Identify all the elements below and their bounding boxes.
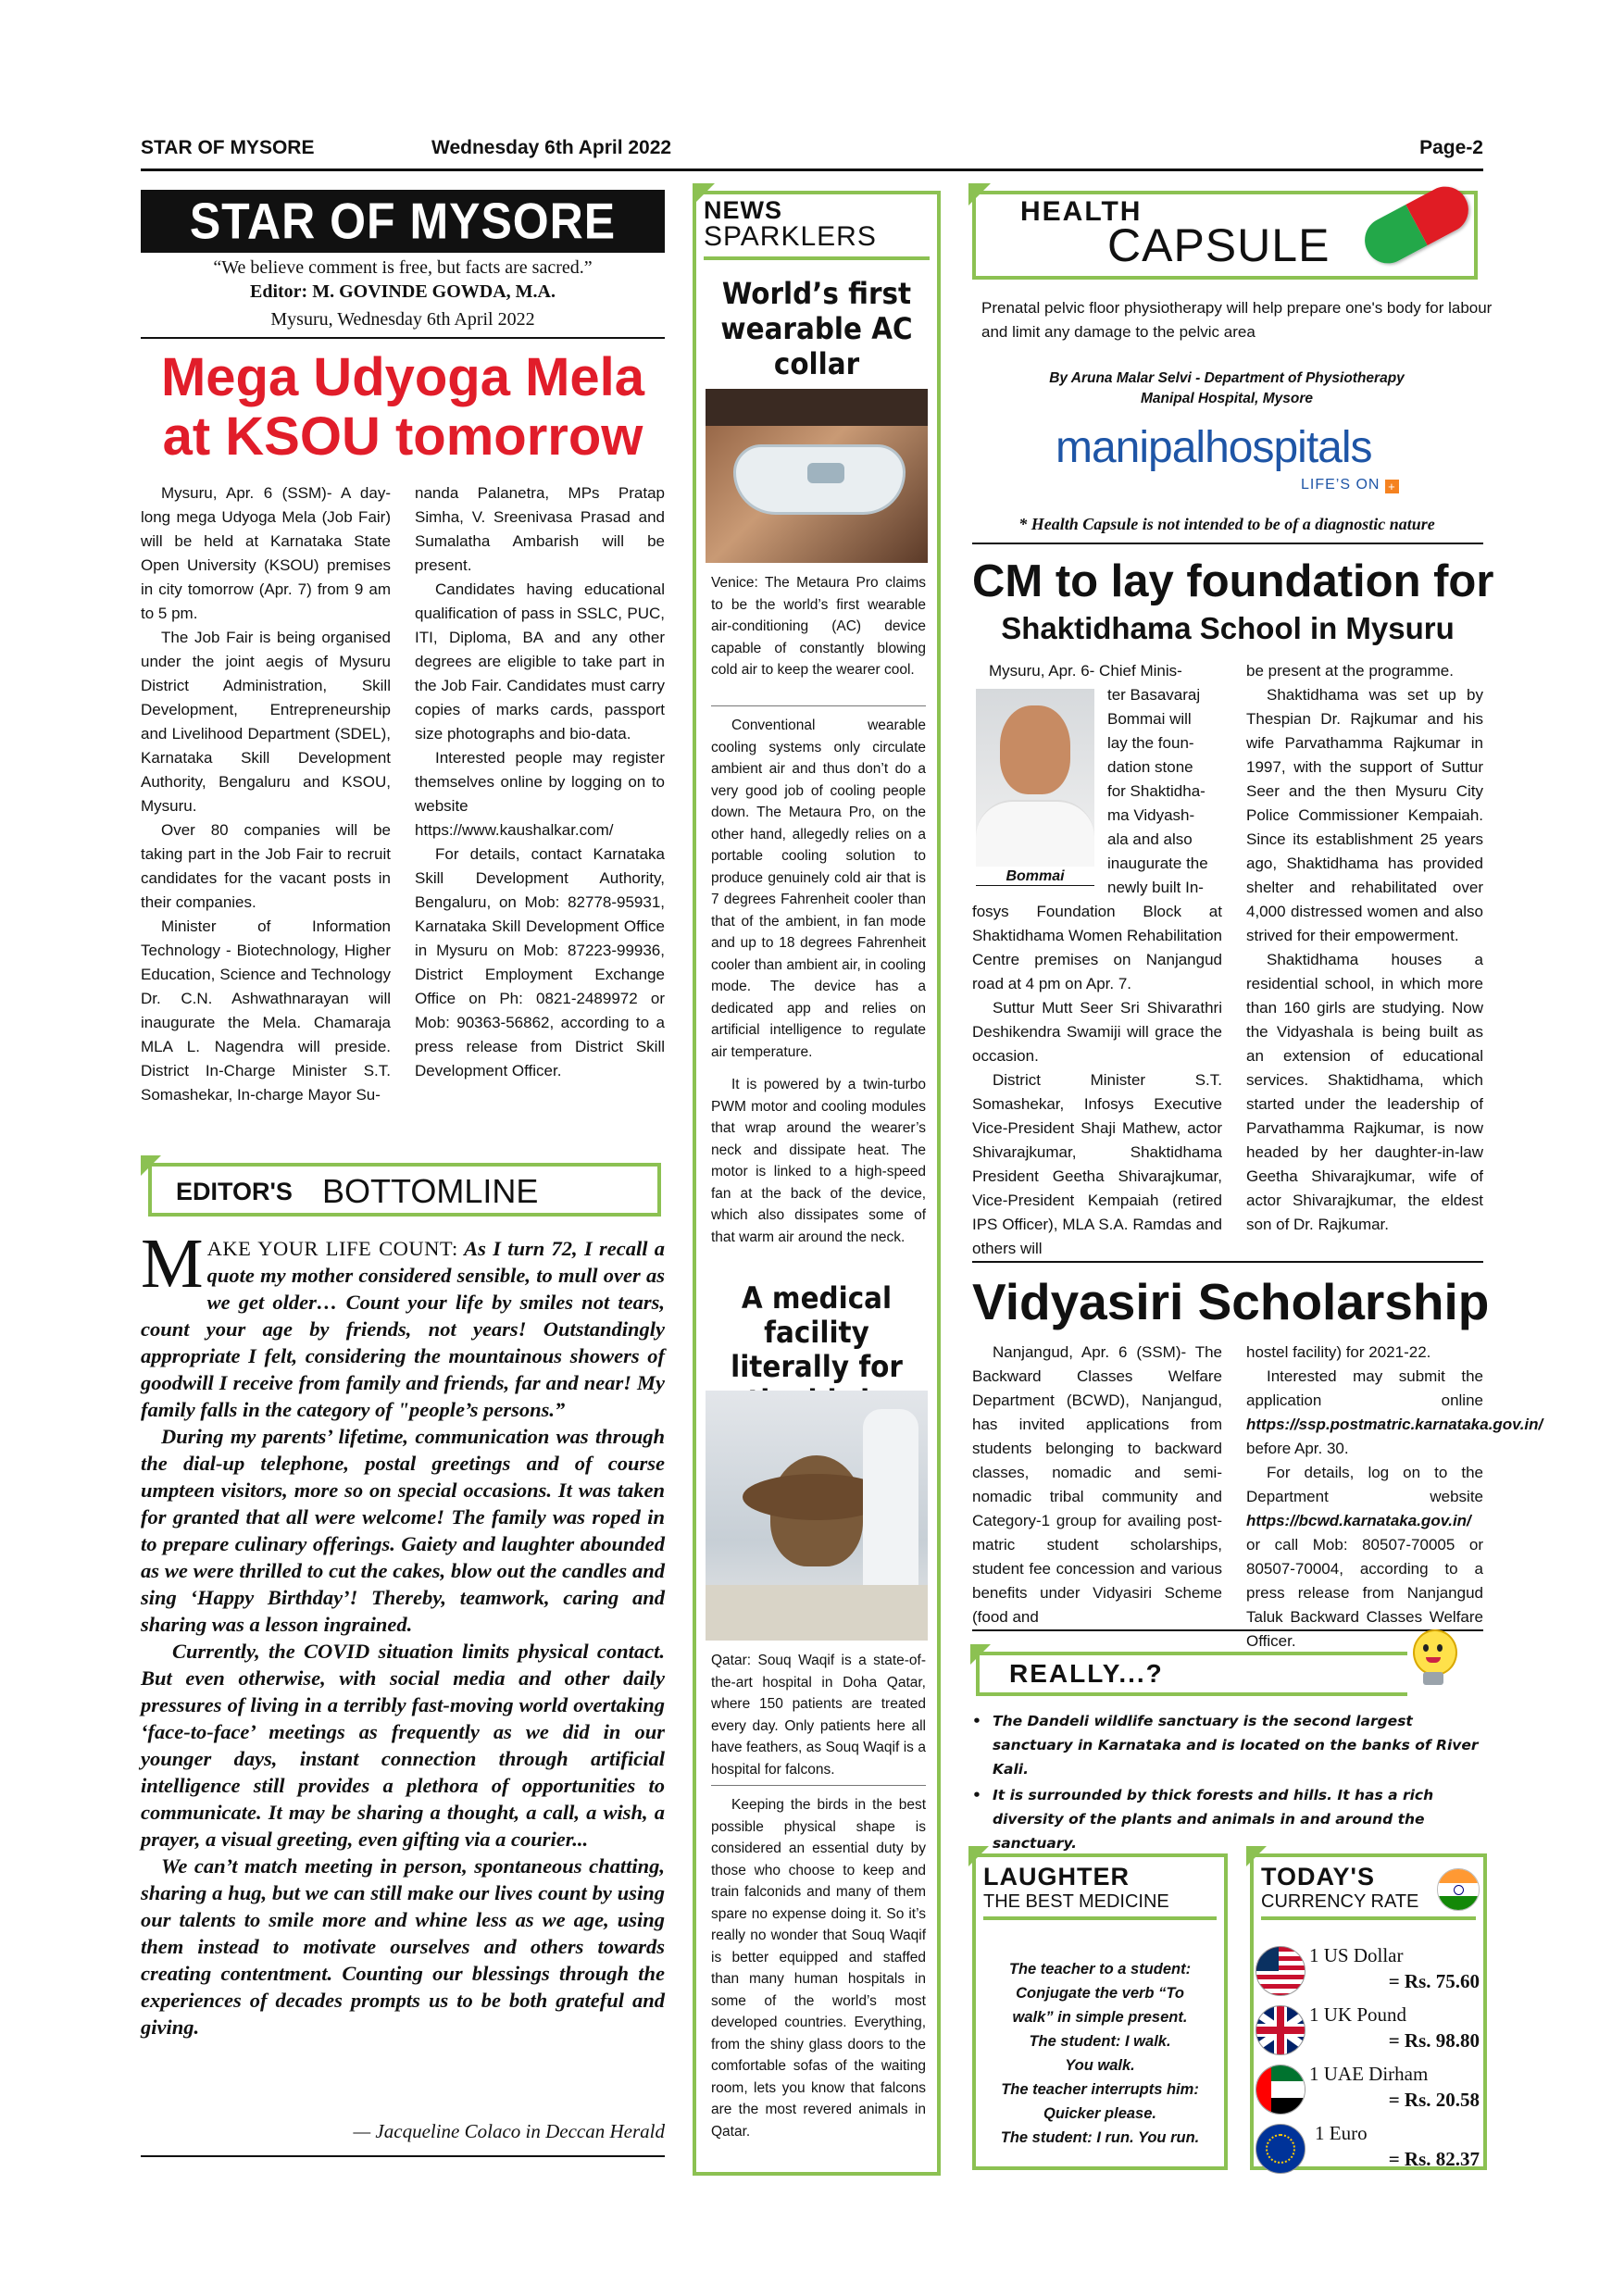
vidyasiri-paragraph — [1246, 1365, 1543, 1461]
health-byline-2: Manipal Hospital, Mysore — [1140, 391, 1314, 406]
currency-name: 1 US Dollar — [1309, 1944, 1404, 1966]
editorial-bottom-rule — [141, 2155, 665, 2157]
cm-line: inaugurate the — [1107, 855, 1208, 872]
really-label: REALLY...? — [1009, 1659, 1164, 1688]
currency-value: = Rs. 82.37 — [1388, 2148, 1480, 2170]
story2-caption: Qatar: Souq Waqif is a state-of-the-art hospital in Doha Qatar, where 150 patients are treated every day. Only patients here all have feathers, as Souq Waqif is a hospital for falcons. — [711, 1653, 926, 1778]
really-item — [972, 1783, 1491, 1855]
health-note: * Health Capsule is not intended to be of a diagnostic nature — [1018, 515, 1435, 533]
story1-title: World’s first wearable AC collar — [720, 276, 913, 381]
vidyasiri-text: or call Mob: 80507-70005 or 80507-70004, according to a press release from Nanjangud Taluk Backward Classes Welfare Officer. — [1246, 1536, 1483, 1650]
masthead-rule — [141, 337, 665, 339]
mela-headline-line2: at KSOU tomorrow — [162, 406, 643, 467]
vidyasiri-paragraph: Nanjangud, Apr. 6 (SSM)- The Backward Classes Welfare Department (BCWD), Nanjangud, has invited applications from students belonging to backward classes, nomadic and semi-nomadic tribal community and Category-1 group for availing post-matric student scholarships, student fee concession and various benefits under Vidyasiri Scheme (food and — [972, 1343, 1222, 1626]
cm-column-1-rest — [972, 900, 1222, 1261]
editorial-label-light: BOTTOMLINE — [322, 1172, 539, 1210]
story2-paragraph: Keeping the birds in the best possible physical shape is considered an essential duty by those who choose to keep and train falconids and many of them spare no expense doing it. So it’s really no wonder that Souq Waqif is better equipped and staffed than many human hospitals in some of the world’s most developed countries. Everything, from the shiny glass doors to the comfortable sofas of the waiting room, lets you know that falcons are the most revered animals in Qatar. — [711, 1797, 926, 2140]
editorial-label-box — [148, 1163, 661, 1217]
cm-line: ala and also — [1107, 830, 1193, 848]
header-page-number: Page-2 — [1419, 137, 1483, 158]
cm-line: Mysuru, Apr. 6- Chief Minis- — [989, 662, 1182, 680]
really-item-text: It is surrounded by thick forests and hills. It has a rich diversity of the plants and animals in and around the sanctuary. — [993, 1787, 1434, 1852]
mela-paragraph: nanda Palanetra, MPs Pratap Simha, V. Sreenivasa Prasad and Sumalatha Ambarish will be present. — [415, 484, 665, 574]
bommai-photo-caption: Bommai — [976, 868, 1094, 886]
eu-flag-icon — [1255, 2124, 1305, 2174]
india-flag-icon — [1437, 1868, 1480, 1911]
cm-line: dation stone — [1107, 758, 1193, 776]
hair-area — [706, 389, 928, 426]
vidyasiri-column-2 — [1246, 1341, 1543, 1653]
bommai-photo — [976, 689, 1094, 867]
currency-name: 1 Euro — [1315, 2122, 1368, 2144]
cm-paragraph: District Minister S.T. Somashekar, Infosys Executive Vice-President Shaji Mathew, actor Shivarajkumar, Shaktidhama President Geetha Shivarajkumar, Vice-President Kempaiah (retired IPS Officer), MLA S.A. Ramdas and others will — [972, 1071, 1222, 1257]
health-byline-1: By Aruna Malar Selvi - Department of Physiotherapy — [1049, 370, 1405, 386]
cm-line: for Shaktidha- — [1107, 782, 1206, 800]
story1-rule — [711, 705, 926, 706]
cm-column-2 — [1246, 659, 1483, 1237]
cm-line: ma Vidyash- — [1107, 806, 1195, 824]
table — [706, 1585, 928, 1641]
joke-line: The teacher interrupts him: — [1001, 2081, 1199, 2098]
cm-wrap-lines — [1107, 683, 1222, 900]
really-list — [972, 1709, 1491, 1855]
really-item — [972, 1709, 1491, 1781]
currency-value: = Rs. 20.58 — [1388, 2089, 1480, 2111]
face-shape — [1000, 705, 1070, 794]
mela-headline — [141, 348, 665, 467]
cm-paragraph: Shaktidhama was set up by Thespian Dr. Rajkumar and his wife Parvathamma Rajkumar in 1997, with the support of Suttur Seer and the then Mysuru City Police Commissioner Kempaiah. Since its establishment 25 years ago, Shaktidhama has provided shelter and rehabilitated over 4,000 distressed women and also strived for their empowerment. — [1246, 686, 1483, 944]
currency-row — [1254, 2122, 1483, 2181]
uk-flag-icon — [1255, 2005, 1305, 2055]
health-rule — [972, 543, 1483, 544]
currency-name: 1 UAE Dirham — [1309, 2063, 1429, 2085]
mela-paragraph: Mysuru, Apr. 6 (SSM)- A day-long mega Udyoga Mela (Job Fair) will be held at Karnataka State Open University (KSOU) premises in city tomorrow (Apr. 7) from 9 am to 5 pm. — [141, 484, 391, 622]
cm-line: newly built In- — [1107, 879, 1204, 896]
collar-vent — [807, 463, 844, 483]
story1-paragraph: Conventional wearable cooling systems only circulate ambient air and thus don’t do a very good job of cooling people down. The Metaura Pro, on the other hand, allegedly relies on a portable cooling solution to produce genuinely cold air that is 7 degrees Fahrenheit cooler than that of the ambient, in fan mode and up to 18 degrees Fahrenheit cooler than ambient air, in cooling mode. The device has a dedicated app and relies on artificial intelligence to regulate air temperature. — [711, 718, 926, 1060]
mela-column-2 — [415, 481, 665, 1083]
health-corner-icon — [968, 183, 991, 206]
editorial-paragraph: As I turn 72, I recall a quote my mother considered sensible, to mull over as we get older… Count your life by smiles not tears, count your age by friends, not years! Outstandingly appropriate I felt, considering the mountainous showers of goodwill I receive from family and friends, far and near! My family falls in the category of "people’s persons.” — [141, 1237, 665, 1421]
masthead-editor: Editor: M. GOVINDE GOWDA, M.A. — [250, 281, 556, 302]
cm-line: ter Basavaraj — [1107, 686, 1201, 704]
currency-label-bold: TODAY'S — [1261, 1863, 1375, 1890]
currency-value: = Rs. 75.60 — [1388, 1970, 1480, 1992]
laughter-joke — [976, 1957, 1224, 2150]
cm-line: Bommai will — [1107, 710, 1192, 728]
uae-flag-icon — [1255, 2065, 1305, 2115]
vidyasiri-headline: Vidyasiri Scholarship — [972, 1273, 1490, 1330]
mela-paragraph: Over 80 companies will be taking part in the Job Fair to recruit candidates for the vacant posts in their companies. — [141, 821, 391, 911]
joke-line: walk” in simple present. — [1012, 2009, 1188, 2026]
editorial-body — [141, 1225, 665, 2040]
header-date: Wednesday 6th April 2022 — [431, 137, 672, 158]
shirt-shape — [976, 800, 1094, 867]
bullet-icon: • — [972, 1787, 981, 1803]
sparklers-label — [704, 196, 930, 260]
logo-tagline-text: LIFE’S ON — [1301, 477, 1380, 493]
laughter-label-bold: LAUGHTER — [983, 1863, 1130, 1890]
masthead-motto: “We believe comment is free, but facts are sacred.” — [213, 257, 593, 278]
currency-row — [1254, 2063, 1483, 2122]
masthead-banner — [141, 190, 665, 253]
cm-paragraph: be present at the programme. — [1246, 662, 1454, 680]
ssp-website-link[interactable]: https://ssp.postmatric.karnataka.gov.in/ — [1246, 1416, 1543, 1433]
cm-paragraph: Shaktidhama houses a residential school, in which more than 160 girls are studying. Now the Vidyashala is being built as an extension of educational services. Shaktidhama, which started under the leadership of Parvathamma Rajkumar, is now headed by her daughter-in-law Geetha Shivarajkumar, wife of actor Shivarajkumar, the eldest son of Dr. Rajkumar. — [1246, 951, 1483, 1233]
joke-line: The student: I run. You run. — [1000, 2129, 1200, 2146]
joke-line: The student: I walk. — [1029, 2033, 1171, 2050]
editorial-dropcap: M — [141, 1225, 204, 1303]
cm-paragraph: Suttur Mutt Seer Sri Shivarathri Deshikendra Swamiji will grace the occasion. — [972, 999, 1222, 1065]
story2-title: A medical facility literally for — [731, 1280, 903, 1384]
cm-column-1-top — [972, 659, 1222, 896]
logo-tagline — [1301, 477, 1399, 493]
collar-photo — [706, 389, 928, 563]
logo-text-b: hospitals — [1205, 423, 1372, 472]
health-label-light: CAPSULE — [1107, 219, 1330, 271]
manipal-hospitals-logo — [1056, 422, 1372, 473]
health-text: Prenatal pelvic floor physiotherapy will help prepare one's body for labour and limit any damage to the pelvic area — [981, 299, 1493, 341]
editorial-lead: AKE YOUR LIFE COUNT: — [206, 1237, 458, 1260]
editorial-label-bold: EDITOR'S — [176, 1178, 293, 1205]
sparklers-label-bold: NEWS — [704, 196, 782, 224]
vidyasiri-rule — [972, 1629, 1483, 1631]
vidyasiri-text: before Apr. 30. — [1246, 1440, 1349, 1457]
vidyasiri-text: For details, log on to the Department website — [1246, 1464, 1483, 1505]
story1-paragraph: It is powered by a twin-turbo PWM motor and cooling modules that wrap around the wearer’s neck and dissipate heat. The motor is linked to a high-speed fan at the back of the device, which also dissipates some of that warm air around the neck. — [711, 1077, 926, 1245]
story2-body — [711, 1794, 926, 2142]
story2-rule — [711, 1785, 926, 1786]
story1-body — [711, 715, 926, 1248]
cm-rule — [972, 1261, 1483, 1263]
health-label-bold: HEALTH — [1020, 196, 1143, 227]
joke-line: The teacher to a student: — [1008, 1961, 1192, 1978]
currency-row — [1254, 1944, 1483, 2003]
falcon-hospital-photo — [706, 1391, 928, 1641]
currency-name: 1 UK Pound — [1309, 2003, 1407, 2026]
mela-paragraph: For details, contact Karnataka Skill Development Authority, Bengaluru, on Mob: 82778-95931, Karnataka Skill Development Office in Mysuru on Mob: 87223-99936, District Employment Exchange Office on Ph: 0821-2489972 or Mob: 90363-56862, according to a press release from District Skill Development Officer. — [415, 845, 665, 1079]
editorial-paragraph: We can’t match meeting in person, spontaneous chatting, sharing a hug, but we can still make our lives count by using our talents to smile more and whine less as we age, using them instead to motivate ourselves and others towards creating contentment. Counting our blessings through the experiences of decades prompts us to be both grateful and giving. — [141, 1854, 665, 2039]
cm-subhead: Shaktidhama School in Mysuru — [1001, 611, 1455, 645]
header-paper-name: STAR OF MYSORE — [141, 137, 315, 158]
currency-value: = Rs. 98.80 — [1388, 2029, 1480, 2052]
bcwd-website-link[interactable]: https://bcwd.karnataka.gov.in/ — [1246, 1512, 1471, 1529]
joke-line: Quicker please. — [1043, 2105, 1156, 2122]
cm-headline: CM to lay foundation for — [972, 556, 1494, 606]
plus-icon: + — [1385, 480, 1399, 493]
masthead-title: STAR OF MYSORE — [189, 193, 617, 250]
currency-row — [1254, 2003, 1483, 2063]
editorial-corner-icon — [141, 1155, 161, 1176]
joke-line: Conjugate the verb “To — [1016, 1985, 1184, 2002]
mela-paragraph: Candidates having educational qualification of pass in SSLC, PUC, ITI, Diploma, BA and any other degrees are eligible to take part in the Job Fair. Candidates must carry copies of marks cards, passport size photographs and bio-data. — [415, 580, 665, 742]
really-item-text: The Dandeli wildlife sanctuary is the second largest sanctuary in Karnataka and is located on the banks of River Kali. — [993, 1713, 1479, 1778]
masthead-dateline: Mysuru, Wednesday 6th April 2022 — [270, 309, 535, 330]
laughter-label-light: THE BEST MEDICINE — [983, 1891, 1169, 1912]
vidyasiri-paragraph — [1246, 1461, 1483, 1653]
really-corner-icon — [970, 1644, 991, 1665]
laughter-label — [983, 1863, 1217, 1920]
editorial-first-paragraph — [141, 1225, 665, 1423]
cm-paragraph: fosys Foundation Block at Shaktidhama Women Rehabilitation Centre premises on Nanjangud road at 4 pm on Apr. 7. — [972, 903, 1222, 992]
page-header — [141, 135, 1483, 171]
editorial-paragraph: Currently, the COVID situation limits physical contact. But even otherwise, with social media and other daily pressures of living in a terribly fast-moving world overtaking ‘face-to-face’ meetings as frequently as we did in our younger days, instant connection through artificial intelligence still provides a plethora of opportunities to communicate. It may be sharing a thought, a call, a wish, a prayer, a visual greeting, even gifting via a courier... — [141, 1640, 665, 1851]
mela-column-1 — [141, 481, 391, 1107]
logo-text-a: manipal — [1056, 423, 1206, 472]
usa-flag-icon — [1255, 1946, 1305, 1996]
bullet-icon: • — [972, 1713, 981, 1729]
currency-label-light: CURRENCY RATE — [1261, 1891, 1419, 1912]
cm-line: lay the foun- — [1107, 734, 1194, 752]
story1-caption: Venice: The Metaura Pro claims to be the world’s first wearable air-conditioning (AC) device capable of constantly blowing cold air to keep the wearer cool. — [711, 575, 926, 678]
vidyasiri-column-1 — [972, 1341, 1222, 1629]
lightbulb-icon — [1409, 1629, 1457, 1694]
vidyasiri-paragraph: hostel facility) for 2021-22. — [1246, 1343, 1431, 1361]
mela-paragraph: The Job Fair is being organised under the joint aegis of Mysuru District Administration, Skill Development, Entrepreneurship and Livelihood Department (SDEL), Karnataka Skill Development Authority, Bengaluru and KSOU, Mysuru. — [141, 629, 391, 815]
joke-line: You walk. — [1065, 2057, 1135, 2074]
editorial-paragraph: During my parents’ lifetime, communication was through the dial-up telephone, postal greetings and of course umpteen visitors, more so on special occasions. It was taken for granted that all were welcome! The family was roped in to prepare culinary offerings. Gaiety and laughter abounded as we were thrilled to cut the cakes, blow out the candles and sing ‘Happy Birthday’! Thereby, teamwork, caring and sharing was a lesson ingrained. — [141, 1425, 665, 1636]
currency-list — [1254, 1944, 1483, 2181]
sparklers-label-light: SPARKLERS — [704, 221, 877, 252]
mela-headline-line1: Mega Udyoga Mela — [160, 347, 645, 407]
mela-paragraph: Minister of Information Technology - Biotechnology, Higher Education, Science and Technology Dr. C.N. Ashwathnarayan will inaugurate the Mela. Chamaraja MLA L. Nagendra will preside. District In-Charge Minister S.T. Somashekar, In-charge Mayor Su- — [141, 917, 391, 1104]
editorial-byline: — Jacqueline Colaco in Deccan Herald — [353, 2120, 665, 2142]
mela-paragraph: Interested people may register themselves online by logging on to website https://www.kaushalkar.com/ — [415, 749, 665, 839]
vidyasiri-text: Interested may submit the application online — [1246, 1367, 1483, 1409]
